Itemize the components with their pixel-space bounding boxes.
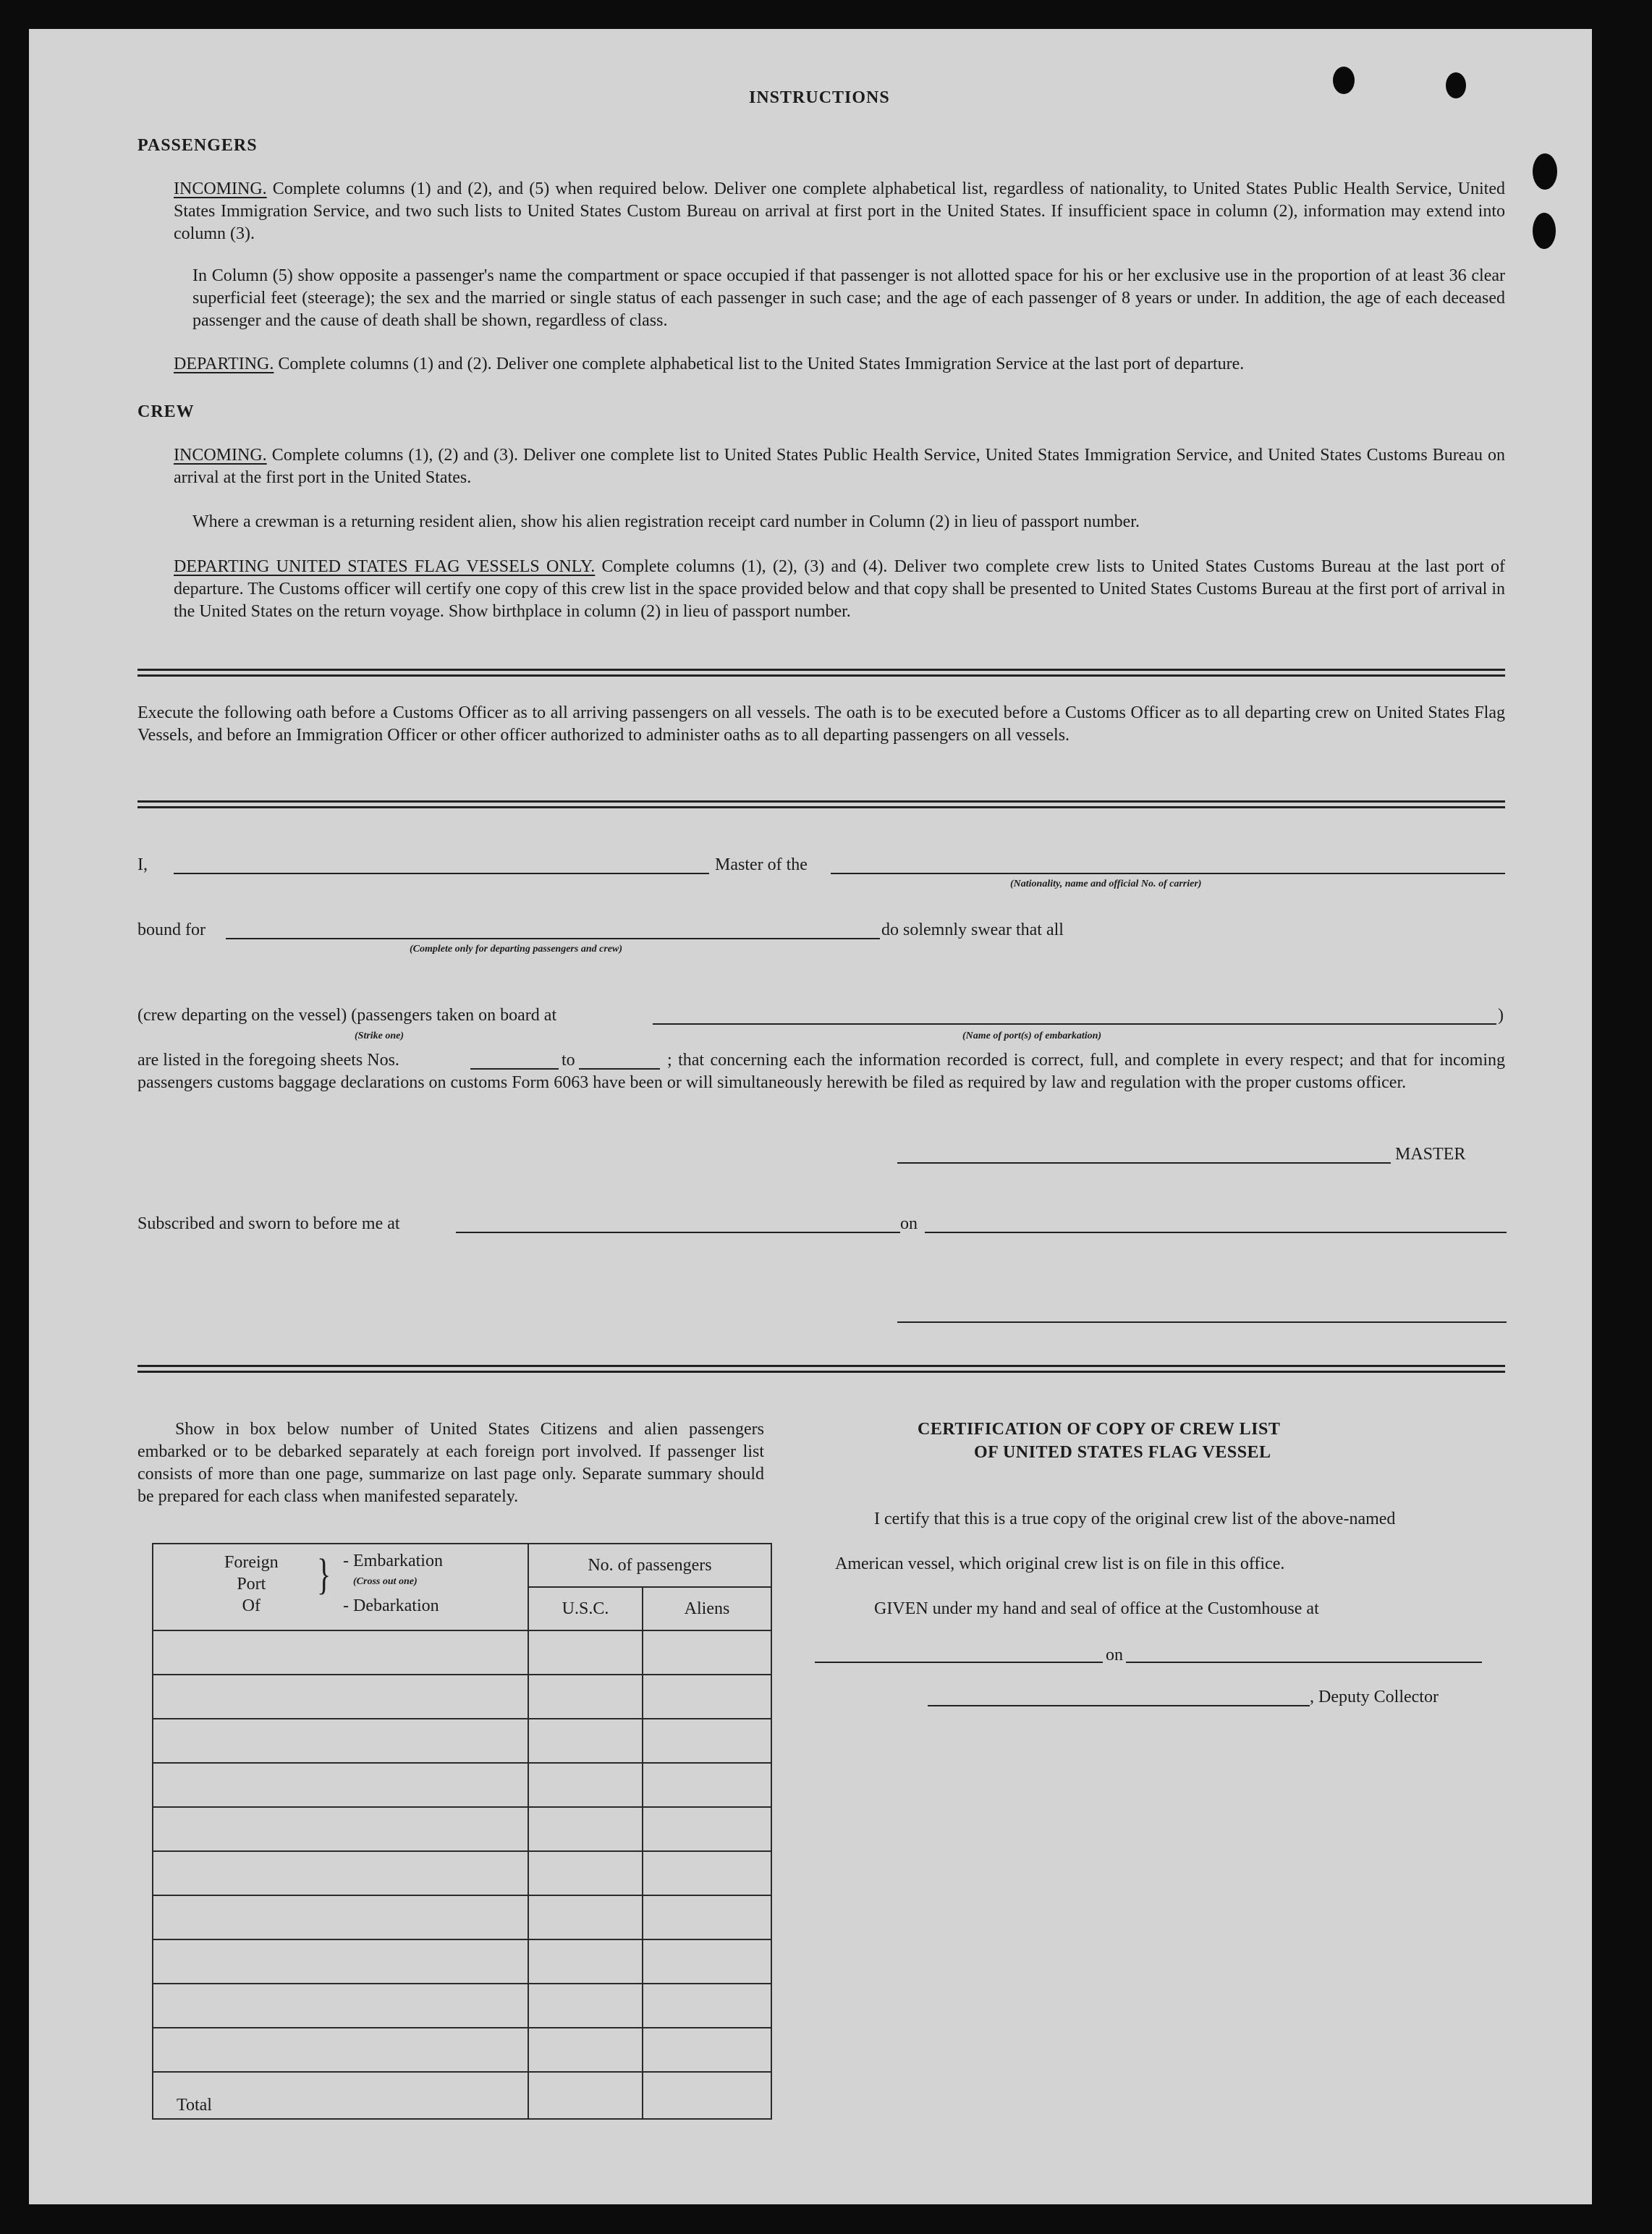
passengers-incoming-label: INCOMING. <box>174 179 267 198</box>
brace-icon: } <box>317 1549 331 1599</box>
listed-sheets-prefix: are listed in the foregoing sheets Nos. <box>137 1051 399 1070</box>
certification-heading-1: CERTIFICATION OF COPY OF CREW LIST <box>918 1420 1281 1439</box>
passengers-heading: PASSENGERS <box>137 136 258 155</box>
sworn-place-field[interactable] <box>456 1232 900 1233</box>
table-row <box>153 1851 771 1895</box>
table-row <box>153 1719 771 1763</box>
usc-cell[interactable] <box>528 1851 643 1895</box>
table-row <box>153 1630 771 1675</box>
aliens-cell[interactable] <box>643 1807 771 1851</box>
subscribed-label: Subscribed and sworn to before me at <box>137 1214 400 1233</box>
passengers-incoming-paragraph <box>174 178 1505 245</box>
punch-hole <box>1446 72 1466 98</box>
ports-caption: (Name of port(s) of embarkation) <box>962 1031 1102 1041</box>
resident-alien-note: Where a crewman is a returning resident alien, show his alien registration receipt card number in Column (2) in lieu of passport number. <box>192 512 1140 531</box>
officer-signature-field[interactable] <box>897 1321 1507 1323</box>
master-of-the-label: Master of the <box>715 855 808 874</box>
certify-line-2: American vessel, which original crew list is on file in this office. <box>835 1554 1285 1573</box>
master-name-field[interactable] <box>174 873 709 874</box>
port-cell[interactable] <box>153 1851 528 1895</box>
passenger-summary-table <box>152 1543 772 2120</box>
aliens-cell[interactable] <box>643 1984 771 2028</box>
crew-departing-label: DEPARTING UNITED STATES FLAG VESSELS ONLY. <box>174 557 596 576</box>
total-label: Total <box>153 2072 528 2119</box>
sworn-date-field[interactable] <box>925 1232 1507 1233</box>
port-cell[interactable] <box>153 1895 528 1939</box>
usc-cell[interactable] <box>528 1675 643 1719</box>
passengers-departing-paragraph <box>174 353 1520 376</box>
master-label: MASTER <box>1395 1145 1466 1164</box>
embarkation-label: - Embarkation <box>343 1552 443 1570</box>
carrier-caption: (Nationality, name and official No. of carrier) <box>1010 879 1202 889</box>
port-cell[interactable] <box>153 1807 528 1851</box>
usc-cell[interactable] <box>528 1630 643 1675</box>
table-row <box>153 1895 771 1939</box>
carrier-field[interactable] <box>831 873 1505 874</box>
crew-departing-paragraph <box>174 556 1505 623</box>
listed-to-label: to <box>562 1051 575 1070</box>
crew-passengers-label: (crew departing on the vessel) (passengers taken on board at <box>137 1006 557 1025</box>
port-cell[interactable] <box>153 1984 528 2028</box>
table-row <box>153 1675 771 1719</box>
usc-header: U.S.C. <box>528 1587 643 1630</box>
bound-for-caption: (Complete only for departing passengers and crew) <box>410 944 622 955</box>
crew-incoming-paragraph <box>174 444 1505 489</box>
punch-hole <box>1533 213 1556 249</box>
port-label: Port <box>237 1575 266 1594</box>
table-row <box>153 1763 771 1807</box>
deputy-collector-signature-field[interactable] <box>928 1705 1310 1706</box>
usc-cell[interactable] <box>528 1719 643 1763</box>
aliens-cell[interactable] <box>643 1939 771 1984</box>
strike-one-caption: (Strike one) <box>355 1031 404 1041</box>
debarkation-label: - Debarkation <box>343 1596 439 1615</box>
summary-instructions: Show in box below number of United States Citizens and alien passengers embarked or to be debarked separately at each foreign port involved. If passenger list consists of more than one page, summarize on last page only. Separate summary should be prepared for each class when manifested separately. <box>137 1420 764 1506</box>
port-cell[interactable] <box>153 1763 528 1807</box>
usc-cell[interactable] <box>528 2028 643 2072</box>
form-page <box>29 29 1592 2204</box>
usc-total-cell[interactable] <box>528 2072 643 2119</box>
usc-cell[interactable] <box>528 1895 643 1939</box>
solemnly-swear-label: do solemnly swear that all <box>881 921 1064 939</box>
certification-on-label: on <box>1106 1646 1123 1664</box>
close-paren: ) <box>1498 1006 1504 1025</box>
table-total-row <box>153 2072 771 2119</box>
foreign-label: Foreign <box>224 1553 279 1572</box>
master-signature-field[interactable] <box>897 1162 1391 1164</box>
usc-cell[interactable] <box>528 1807 643 1851</box>
usc-cell[interactable] <box>528 1984 643 2028</box>
crew-departing-text: Complete columns (1), (2), (3) and (4). Deliver two complete crew lists to United States Customs Bureau at the last port of departure. The Customs officer will certify one copy of this crew list in the space provided below and that copy shall be presented to United States Customs Bureau at the first port of arrival in the United States on the return voyage. Show birthplace in column (2) in lieu of passport number. <box>174 557 1505 621</box>
passengers-departing-text: Complete columns (1) and (2). Deliver one complete alphabetical list to the United States Immigration Service at the last port of departure. <box>278 355 1245 373</box>
section-divider <box>137 800 1505 808</box>
port-cell[interactable] <box>153 2028 528 2072</box>
port-cell[interactable] <box>153 1630 528 1675</box>
listed-statement: ; that concerning each the information recorded is correct, full, and complete in every respect; and that for incoming passengers customs baggage declarations on customs Form 6063 have been or will simultaneously herewith be filed as required by law and regulation with the proper customs officer. <box>137 1051 1505 1092</box>
aliens-cell[interactable] <box>643 1719 771 1763</box>
embarkation-ports-field[interactable] <box>653 1023 1496 1025</box>
certify-line-1: I certify that this is a true copy of the original crew list of the above-named <box>874 1510 1396 1528</box>
section-divider <box>137 1365 1505 1373</box>
table-row <box>153 1984 771 2028</box>
table-row <box>153 2028 771 2072</box>
aliens-cell[interactable] <box>643 1763 771 1807</box>
crew-incoming-text: Complete columns (1), (2) and (3). Deliver one complete list to United States Public Health Service, United States Immigration Service, and United States Customs Bureau on arrival at the first port in the United States. <box>174 446 1505 487</box>
table-row <box>153 1807 771 1851</box>
usc-cell[interactable] <box>528 1763 643 1807</box>
aliens-cell[interactable] <box>643 1630 771 1675</box>
given-line: GIVEN under my hand and seal of office at the Customhouse at <box>874 1599 1319 1618</box>
of-label: Of <box>242 1596 260 1615</box>
oath-intro: Execute the following oath before a Customs Officer as to all arriving passengers on all vessels. The oath is to be executed before a Customs Officer as to all departing crew on United States Flag Vessels, and before an Immigration Officer or other officer authorized to administer oaths as to all departing passengers on all vessels. <box>137 703 1505 745</box>
aliens-cell[interactable] <box>643 2028 771 2072</box>
usc-cell[interactable] <box>528 1939 643 1984</box>
table-header-row <box>153 1544 771 1587</box>
aliens-cell[interactable] <box>643 1895 771 1939</box>
port-cell[interactable] <box>153 1939 528 1984</box>
bound-for-label: bound for <box>137 921 206 939</box>
no-of-passengers-header: No. of passengers <box>528 1544 771 1587</box>
punch-hole <box>1333 67 1355 94</box>
punch-hole <box>1533 153 1557 190</box>
aliens-header: Aliens <box>643 1587 771 1630</box>
bound-for-field[interactable] <box>226 938 880 939</box>
column5-note: In Column (5) show opposite a passenger's name the compartment or space occupied if that passenger is not allotted space for his or her exclusive use in the proportion of at least 36 clear superficial feet (steerage); the sex and the married or single status of each passenger in such case; and the age of each passenger of 8 years or under. In addition, the age of each deceased passenger and the cause of death shall be shown, regardless of class. <box>192 266 1505 330</box>
foreign-port-header <box>153 1544 528 1630</box>
port-cell[interactable] <box>153 1719 528 1763</box>
passengers-departing-label: DEPARTING. <box>174 355 274 373</box>
certification-date-field[interactable] <box>1126 1662 1482 1663</box>
passengers-incoming-text: Complete columns (1) and (2), and (5) when required below. Deliver one complete alphabetical list, regardless of nationality, to United States Public Health Service, United States Immigration Service, and two such lists to United States Custom Bureau on arrival at first port in the United States. If insufficient space in column (2), information may extend into column (3). <box>174 179 1505 243</box>
port-cell[interactable] <box>153 1675 528 1719</box>
section-divider <box>137 669 1505 677</box>
page-title: INSTRUCTIONS <box>749 88 890 107</box>
oath-i-label: I, <box>137 855 148 874</box>
sworn-on-label: on <box>900 1214 918 1233</box>
aliens-total-cell[interactable] <box>643 2072 771 2119</box>
deputy-collector-label: , Deputy Collector <box>1310 1688 1439 1706</box>
customhouse-field[interactable] <box>815 1662 1103 1663</box>
crew-heading: CREW <box>137 402 195 421</box>
table-row <box>153 1939 771 1984</box>
crew-incoming-label: INCOMING. <box>174 446 267 465</box>
certification-heading-2: OF UNITED STATES FLAG VESSEL <box>974 1443 1271 1462</box>
aliens-cell[interactable] <box>643 1851 771 1895</box>
cross-out-caption: (Cross out one) <box>353 1576 418 1587</box>
aliens-cell[interactable] <box>643 1675 771 1719</box>
